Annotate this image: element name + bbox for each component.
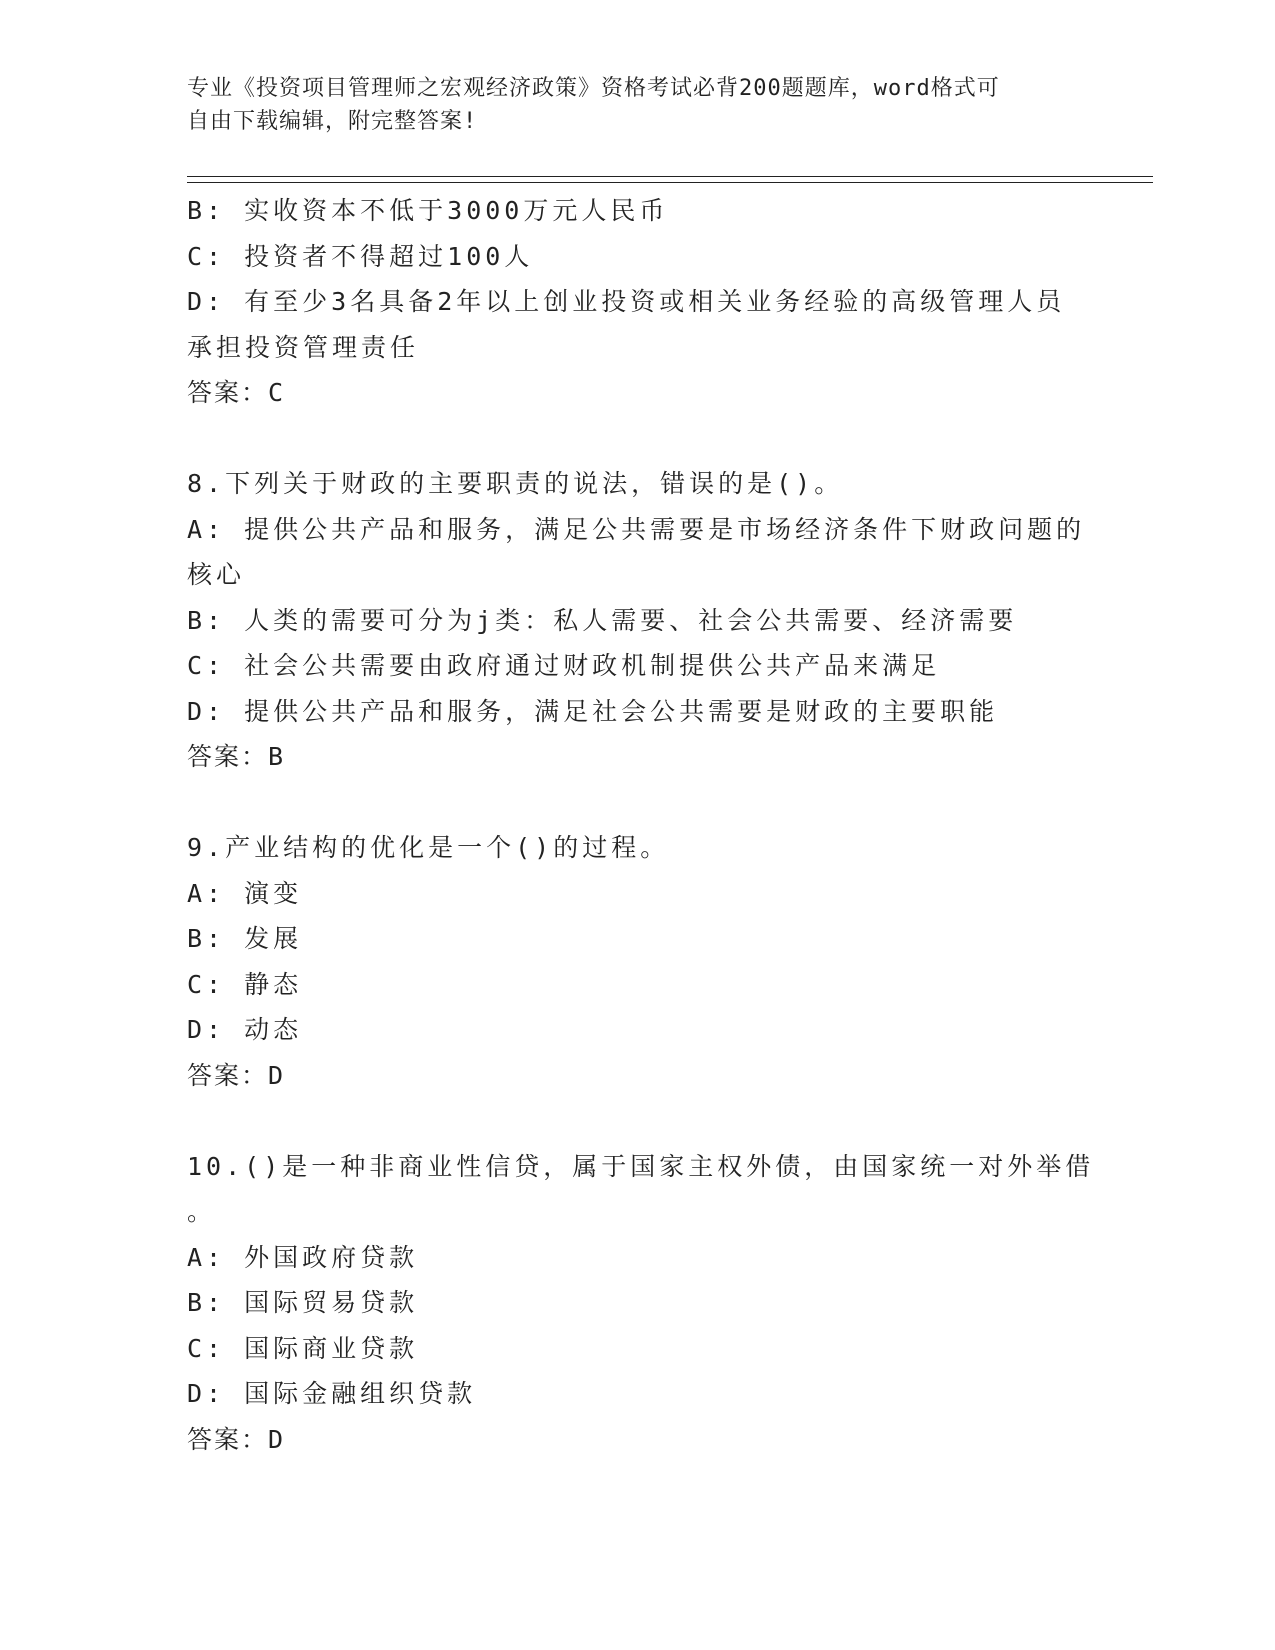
spacer (187, 1098, 1087, 1144)
spacer (187, 780, 1087, 826)
answer: 答案：D (187, 1424, 286, 1454)
option-b: B: 人类的需要可分为j类：私人需要、社会公共需要、经济需要 (187, 605, 1018, 635)
question-text-cont: 。 (187, 1197, 217, 1226)
option-d: D: 国际金融组织贷款 (187, 1379, 477, 1408)
header-line-2: 自由下载编辑，附完整答案! (187, 109, 478, 134)
question-10 (187, 1144, 1095, 1463)
option-a: A: 提供公共产品和服务，满足公共需要是市场经济条件下财政问题的 (187, 514, 1086, 544)
document-header (187, 72, 1067, 138)
header-rule-top (187, 176, 1153, 177)
question-text: 10.()是一种非商业性信贷，属于国家主权外债，由国家统一对外举借 (187, 1151, 1095, 1181)
question-text: 9.产业结构的优化是一个()的过程。 (187, 833, 670, 862)
option-c: C: 国际商业贷款 (187, 1333, 419, 1363)
option-a-cont: 核心 (187, 560, 246, 589)
question-text: 8.下列关于财政的主要职责的说法，错误的是()。 (187, 469, 844, 498)
option-c: C: 静态 (187, 969, 303, 999)
option-d: D: 提供公共产品和服务，满足社会公共需要是财政的主要职能 (187, 696, 999, 726)
option-c: C: 投资者不得超过100人 (187, 241, 534, 271)
spacer (187, 416, 1087, 462)
option-b: B: 发展 (187, 924, 303, 953)
option-a: A: 演变 (187, 878, 303, 908)
option-c: C: 社会公共需要由政府通过财政机制提供公共产品来满足 (187, 651, 941, 680)
document-body (187, 188, 1095, 1462)
option-b: B: 实收资本不低于3000万元人民币 (187, 196, 669, 225)
option-d: D: 动态 (187, 1015, 303, 1044)
answer: 答案：D (187, 1060, 286, 1090)
option-b: B: 国际贸易贷款 (187, 1288, 419, 1317)
option-a: A: 外国政府贷款 (187, 1242, 419, 1272)
answer: 答案：B (187, 742, 286, 771)
question-7-continuation (187, 188, 1087, 416)
header-rule-bottom (187, 182, 1153, 183)
question-9 (187, 825, 1087, 1098)
option-d: D: 有至少3名具备2年以上创业投资或相关业务经验的高级管理人员 (187, 287, 1066, 316)
option-d-cont: 承担投资管理责任 (187, 332, 420, 362)
header-line-1: 专业《投资项目管理师之宏观经济政策》资格考试必背200题题库，word格式可 (187, 76, 1000, 101)
question-8 (187, 461, 1087, 780)
answer: 答案：C (187, 378, 286, 407)
